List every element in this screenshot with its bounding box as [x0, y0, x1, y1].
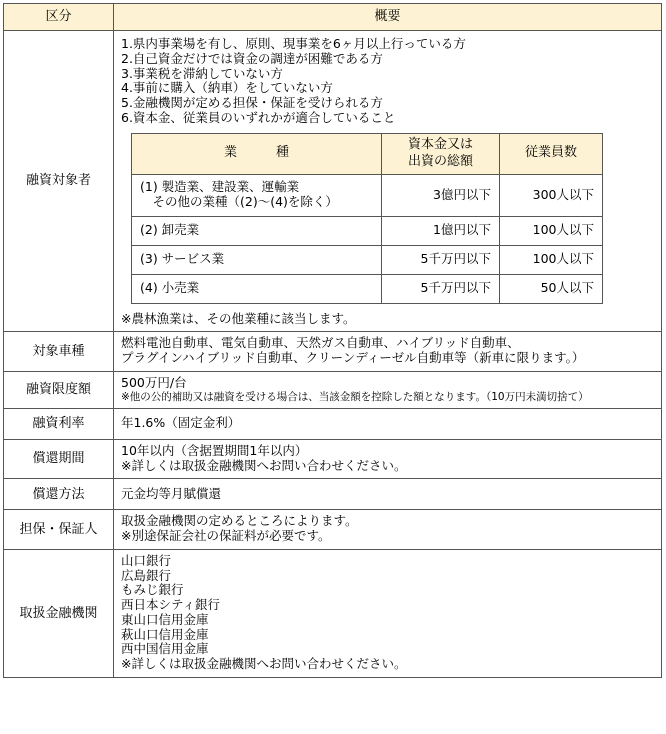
industry-cell: (1) 製造業、建設業、運輸業 その他の業種（(2)～(4)を除く）	[132, 174, 382, 216]
table-row	[132, 274, 603, 303]
industry-cell: (4) 小売業	[132, 274, 382, 303]
method-label: 償還方法	[4, 479, 114, 510]
table-row	[132, 174, 603, 216]
industry-cell: (3) サービス業	[132, 245, 382, 274]
rate-value: 年1.6%（固定金利）	[114, 408, 662, 439]
capital-cell: 5千万円以下	[382, 245, 500, 274]
row-limit	[4, 371, 662, 408]
list-item: もみじ銀行	[121, 582, 184, 598]
employees-cell: 300人以下	[500, 174, 603, 216]
vehicles-label: 対象車種	[4, 332, 114, 372]
employees-cell: 100人以下	[500, 216, 603, 245]
loan-overview-table	[3, 3, 662, 678]
table-row	[132, 245, 603, 274]
row-banks	[4, 549, 662, 677]
period-content: 10年以内（含据置期間1年以内） ※詳しくは取扱金融機関へお問い合わせください。	[114, 439, 662, 479]
banks-note: ※詳しくは取扱金融機関へお問い合わせください。	[121, 656, 407, 672]
vehicles-content: 燃料電池自動車、電気自動車、天然ガス自動車、ハイブリッド自動車、 プラグインハイブリッド自動車、クリーンディーゼル自動車等（新車に限ります。）	[114, 332, 662, 372]
eligibility-condition-5: 5.金融機関が定める担保・保証を受けられる方	[121, 95, 383, 110]
capital-cell: 3億円以下	[382, 174, 500, 216]
industry-cell: (2) 卸売業	[132, 216, 382, 245]
row-rate	[4, 408, 662, 439]
eligibility-condition-3: 3.事業税を滞納していない方	[121, 65, 283, 81]
row-vehicles	[4, 332, 662, 372]
list-item: 西中国信用金庫	[121, 641, 209, 657]
method-value: 元金均等月賦償還	[114, 479, 662, 510]
list-item: 山口銀行	[121, 552, 172, 568]
size-header-employees: 従業員数	[500, 133, 603, 174]
banks-content	[114, 549, 662, 677]
size-table-header	[132, 133, 603, 174]
eligibility-condition-6: 6.資本金、従業員のいずれかが適合していること	[121, 109, 396, 125]
row-collateral	[4, 510, 662, 550]
limit-amount: 500万円/台	[121, 374, 187, 390]
eligibility-condition-1: 1.県内事業場を有し、原則、現事業を6ヶ月以上行っている方	[121, 36, 466, 51]
limit-note: ※他の公的補助又は融資を受ける場合は、当該金額を控除した額となります。（10万円未満切捨て）	[121, 390, 589, 403]
banks-label: 取扱金融機関	[4, 549, 114, 677]
capital-cell: 1億円以下	[382, 216, 500, 245]
employees-cell: 100人以下	[500, 245, 603, 274]
employees-cell: 50人以下	[500, 274, 603, 303]
row-method	[4, 479, 662, 510]
list-item: 広島銀行	[121, 567, 172, 583]
eligibility-content	[114, 31, 662, 332]
eligibility-note: ※農林漁業は、その他業種に該当します。	[121, 310, 356, 326]
collateral-label: 担保・保証人	[4, 510, 114, 550]
table-row	[132, 216, 603, 245]
eligibility-condition-4: 4.事前に購入（納車）をしていない方	[121, 80, 333, 96]
header-summary: 概要	[114, 4, 662, 31]
list-item: 西日本シティ銀行	[121, 597, 221, 613]
row-eligibility	[4, 31, 662, 332]
eligibility-condition-2: 2.自己資金だけでは資金の調達が困難である方	[121, 50, 383, 66]
list-item: 東山口信用金庫	[121, 611, 209, 627]
eligibility-label: 融資対象者	[4, 31, 114, 332]
rate-label: 融資利率	[4, 408, 114, 439]
header-category: 区分	[4, 4, 114, 31]
business-size-table	[131, 133, 603, 304]
list-item: 萩山口信用金庫	[121, 626, 209, 642]
row-period	[4, 439, 662, 479]
limit-label: 融資限度額	[4, 371, 114, 408]
size-header-capital: 資本金又は 出資の総額	[382, 133, 500, 174]
period-label: 償還期間	[4, 439, 114, 479]
size-header-industry: 業 種	[132, 133, 382, 174]
capital-cell: 5千万円以下	[382, 274, 500, 303]
limit-content	[114, 371, 662, 408]
collateral-content: 取扱金融機関の定めるところによります。 ※別途保証会社の保証料が必要です。	[114, 510, 662, 550]
header-row	[4, 4, 662, 31]
